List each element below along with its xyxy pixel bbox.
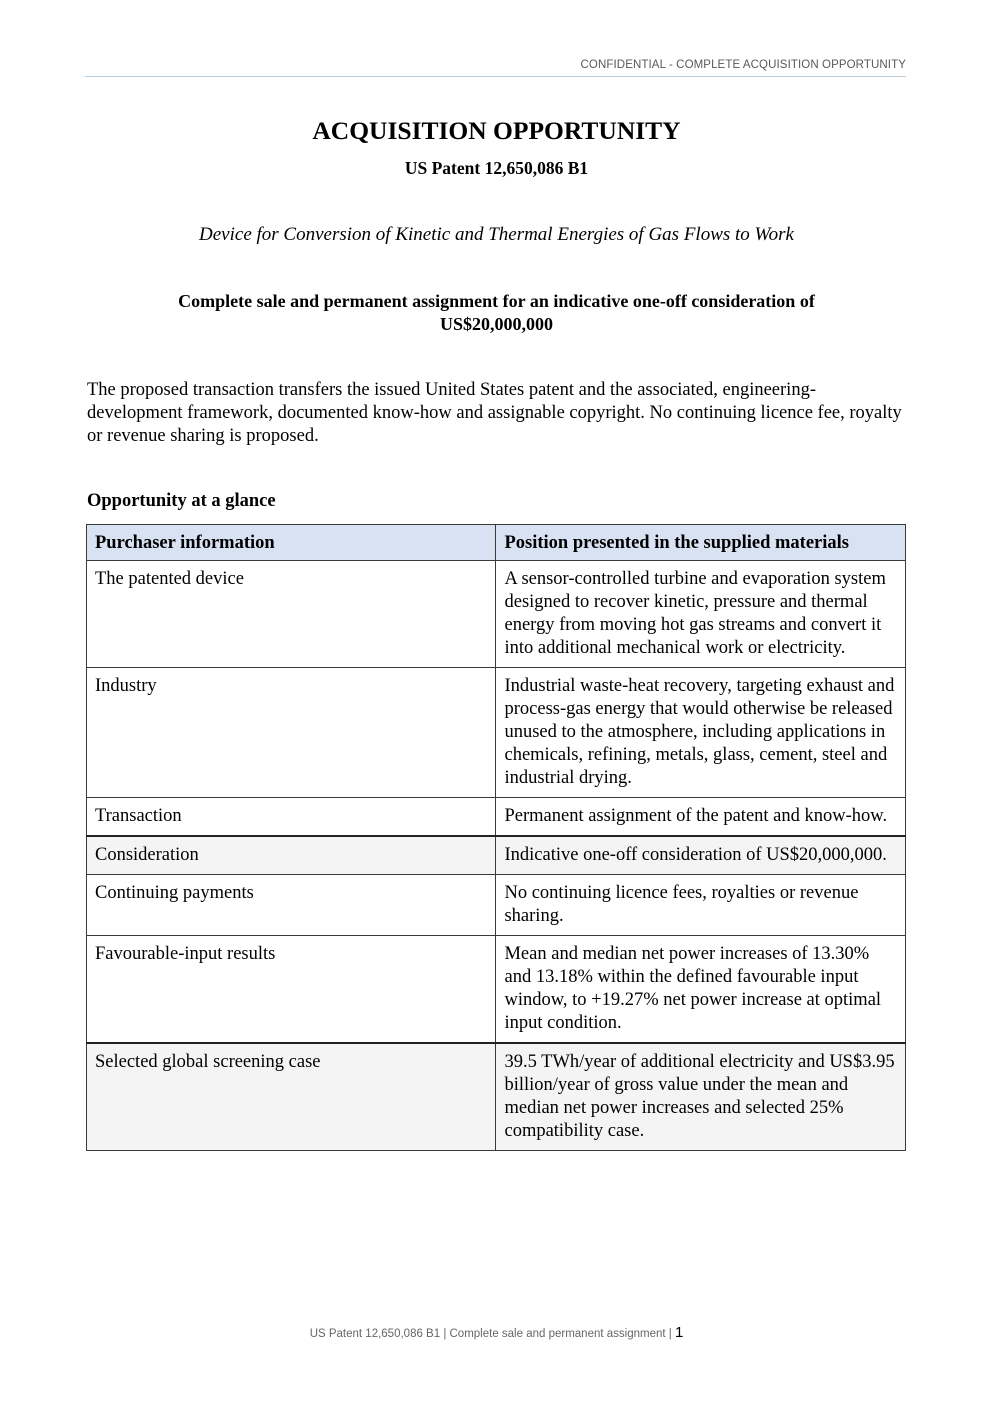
row-value: 39.5 TWh/year of additional electricity and US$3.95 billion/year of gross value under the mean and median net power increases and selected 25% compatibility case. xyxy=(496,1043,906,1151)
table-row xyxy=(87,836,906,875)
table-row xyxy=(87,875,906,936)
table-row xyxy=(87,561,906,668)
table-row xyxy=(87,798,906,837)
invention-title: Device for Conversion of Kinetic and Thermal Energies of Gas Flows to Work xyxy=(199,224,794,245)
footer-text: US Patent 12,650,086 B1 | Complete sale and permanent assignment | xyxy=(309,1328,672,1340)
opportunity-table xyxy=(86,524,906,1151)
column-header-purchaser-info: Purchaser information xyxy=(87,525,496,561)
row-label: Industry xyxy=(87,668,496,798)
document-title: ACQUISITION OPPORTUNITY xyxy=(312,116,681,145)
column-header-position: Position presented in the supplied materials xyxy=(496,525,906,561)
patent-number: US Patent 12,650,086 B1 xyxy=(404,158,589,178)
table-row xyxy=(87,668,906,798)
row-value: Permanent assignment of the patent and know-how. xyxy=(496,798,906,837)
intro-paragraph: The proposed transaction transfers the issued United States patent and the associated, engineering-development framework, documented know-how and assignable copyright. No continuing licence fee, royalty or revenue sharing is proposed. xyxy=(87,380,902,446)
offer-statement: Complete sale and permanent assignment for an indicative one-off consideration of US$20,000,000 xyxy=(178,291,815,334)
running-header xyxy=(85,59,906,77)
row-value: Industrial waste-heat recovery, targeting exhaust and process-gas energy that would otherwise be released unused to the atmosphere, including applications in chemicals, refining, metals, glass, cement, steel and industrial drying. xyxy=(496,668,906,798)
row-value: Mean and median net power increases of 13.30% and 13.18% within the defined favourable input window, to +19.27% net power increase at optimal input condition. xyxy=(496,936,906,1044)
table-header-row xyxy=(87,525,906,561)
page-number: 1 xyxy=(674,1324,684,1341)
row-value: No continuing licence fees, royalties or revenue sharing. xyxy=(496,875,906,936)
table-row xyxy=(87,1043,906,1151)
row-value: A sensor-controlled turbine and evaporation system designed to recover kinetic, pressure and thermal energy from moving hot gas streams and convert it into additional mechanical work or electricity. xyxy=(496,561,906,668)
row-label: Continuing payments xyxy=(87,875,496,936)
row-label: Consideration xyxy=(87,836,496,875)
section-heading-glance: Opportunity at a glance xyxy=(87,491,276,511)
row-label: Transaction xyxy=(87,798,496,837)
table-row xyxy=(87,936,906,1044)
running-footer xyxy=(0,1324,993,1341)
row-value: Indicative one-off consideration of US$20,000,000. xyxy=(496,836,906,875)
running-header-text: CONFIDENTIAL - COMPLETE ACQUISITION OPPORTUNITY xyxy=(580,59,906,71)
row-label: The patented device xyxy=(87,561,496,668)
row-label: Favourable-input results xyxy=(87,936,496,1044)
row-label: Selected global screening case xyxy=(87,1043,496,1151)
